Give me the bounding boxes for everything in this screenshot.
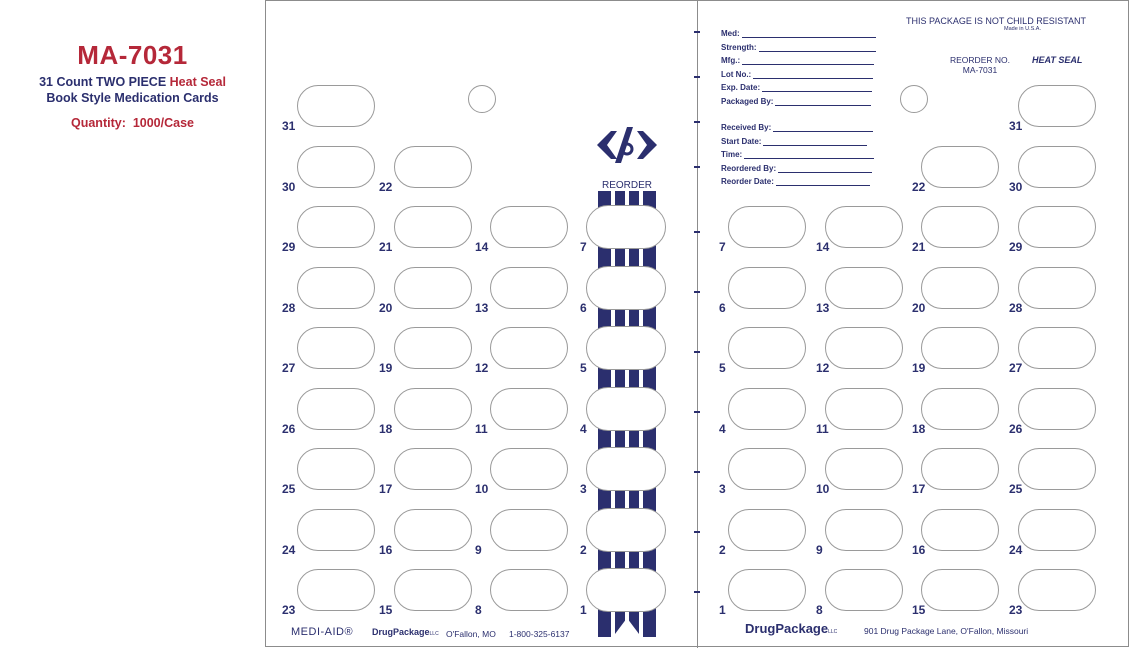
blister-bubble <box>297 85 375 127</box>
blister-bubble <box>394 206 472 248</box>
dose-number: 20 <box>912 301 926 315</box>
drugpackage-logo: DrugPackageLLC <box>745 621 838 636</box>
blister-bubble <box>490 388 568 430</box>
field-packaged-by: Packaged By: <box>721 97 871 106</box>
blister-bubble <box>921 569 999 611</box>
blister-bubble <box>921 267 999 309</box>
blister-bubble <box>490 206 568 248</box>
blister-bubble <box>297 569 375 611</box>
blister-bubble <box>1018 206 1096 248</box>
dose-number: 17 <box>912 482 926 496</box>
blister-bubble <box>1018 448 1096 490</box>
dose-number: 13 <box>816 301 830 315</box>
dose-number: 10 <box>475 482 489 496</box>
dose-number: 12 <box>475 361 489 375</box>
dose-number: 20 <box>379 301 393 315</box>
blister-bubble <box>394 267 472 309</box>
blister-bubble <box>1018 327 1096 369</box>
dose-number: 3 <box>719 482 726 496</box>
dose-number: 27 <box>1009 361 1023 375</box>
blister-bubble <box>825 448 903 490</box>
field-reordered-by: Reordered By: <box>721 164 872 173</box>
blister-bubble <box>825 569 903 611</box>
dose-number: 18 <box>379 422 393 436</box>
perforation-tick <box>694 31 700 33</box>
hanger-hole <box>468 85 496 113</box>
dose-number: 11 <box>816 422 829 436</box>
dose-number: 27 <box>282 361 296 375</box>
blister-bubble <box>490 448 568 490</box>
dose-number: 28 <box>1009 301 1023 315</box>
blister-bubble <box>921 388 999 430</box>
blister-bubble <box>728 267 806 309</box>
dose-number: 24 <box>282 543 296 557</box>
blister-bubble <box>586 508 666 552</box>
dose-number: 4 <box>719 422 726 436</box>
perforation-tick <box>694 531 700 533</box>
product-line-1-prefix: 31 Count TWO PIECE <box>39 75 167 89</box>
perforation-tick <box>694 121 700 123</box>
dose-number: 19 <box>379 361 393 375</box>
quantity-label: Quantity: <box>71 116 126 130</box>
dose-number: 28 <box>282 301 296 315</box>
dose-number: 11 <box>475 422 488 436</box>
blister-bubble <box>921 448 999 490</box>
perforation-tick <box>694 471 700 473</box>
quantity <box>0 116 265 130</box>
dose-number: 8 <box>475 603 482 617</box>
product-line-2: Book Style Medication Cards <box>46 91 219 105</box>
dose-number: 3 <box>580 482 587 496</box>
blister-bubble <box>586 266 666 310</box>
blister-bubble <box>586 568 666 612</box>
field-start-date: Start Date: <box>721 137 867 146</box>
dose-number: 15 <box>379 603 393 617</box>
product-info <box>0 36 265 130</box>
blister-bubble <box>586 387 666 431</box>
blister-bubble <box>825 267 903 309</box>
blister-bubble <box>490 327 568 369</box>
dose-number: 2 <box>719 543 726 557</box>
blister-bubble <box>728 388 806 430</box>
blister-bubble <box>1018 267 1096 309</box>
dose-number: 30 <box>1009 180 1023 194</box>
blister-bubble <box>394 448 472 490</box>
dose-number: 18 <box>912 422 926 436</box>
dose-number: 25 <box>1009 482 1023 496</box>
blister-bubble <box>728 206 806 248</box>
dose-number: 26 <box>1009 422 1023 436</box>
blister-bubble <box>586 447 666 491</box>
dose-number: 15 <box>912 603 926 617</box>
blister-bubble <box>394 146 472 188</box>
dose-number: 25 <box>282 482 296 496</box>
blister-bubble <box>297 327 375 369</box>
dose-number: 9 <box>816 543 823 557</box>
perforation-tick <box>694 411 700 413</box>
dose-number: 31 <box>282 119 296 133</box>
blister-bubble <box>728 509 806 551</box>
dose-number: 12 <box>816 361 830 375</box>
dose-number: 17 <box>379 482 393 496</box>
field-received-by: Received By: <box>721 123 873 132</box>
dose-number: 14 <box>475 240 489 254</box>
quantity-value: 1000/Case <box>132 116 194 130</box>
dose-number: 10 <box>816 482 830 496</box>
blister-bubble <box>297 146 375 188</box>
dose-number: 6 <box>580 301 587 315</box>
dose-number: 5 <box>580 361 587 375</box>
blister-bubble <box>1018 85 1096 127</box>
blister-bubble <box>490 569 568 611</box>
dose-number: 1 <box>580 603 587 617</box>
dose-number: 29 <box>1009 240 1023 254</box>
dose-number: 5 <box>719 361 726 375</box>
blister-bubble <box>921 206 999 248</box>
dose-number: 21 <box>379 240 393 254</box>
heat-seal-logo: HEAT SEAL <box>1032 55 1083 65</box>
dose-number: 22 <box>912 180 926 194</box>
blister-bubble <box>921 509 999 551</box>
medication-card <box>265 0 1129 647</box>
dose-number: 30 <box>282 180 296 194</box>
field-time: Time: <box>721 150 874 159</box>
product-line-1 <box>0 74 265 90</box>
heat-seal-highlight: Heat Seal <box>169 75 226 89</box>
blister-bubble <box>728 569 806 611</box>
dose-number: 8 <box>816 603 823 617</box>
field-reorder-date: Reorder Date: <box>721 177 870 186</box>
product-code: MA-7031 <box>77 40 188 70</box>
medi-aid-logo: MEDI-AID® <box>291 626 354 638</box>
blister-bubble <box>1018 388 1096 430</box>
reorder-badge: REORDER <box>601 180 652 191</box>
footer-address: 901 Drug Package Lane, O'Fallon, Missouri <box>864 626 1029 636</box>
blister-bubble <box>297 448 375 490</box>
perforation-tick <box>694 291 700 293</box>
field-exp-date: Exp. Date: <box>721 83 872 92</box>
dose-number: 2 <box>580 543 587 557</box>
blister-bubble <box>394 569 472 611</box>
dose-number: 29 <box>282 240 296 254</box>
dose-number: 1 <box>719 603 726 617</box>
blister-bubble <box>586 205 666 249</box>
perforation-tick <box>694 351 700 353</box>
blister-bubble <box>728 327 806 369</box>
perforation-tick <box>694 166 700 168</box>
dose-number: 23 <box>1009 603 1023 617</box>
blister-bubble <box>297 509 375 551</box>
footer-location: O'Fallon, MO <box>446 629 496 639</box>
child-resistant-warning: THIS PACKAGE IS NOT CHILD RESISTANT <box>906 16 1087 26</box>
dose-number: 16 <box>912 543 926 557</box>
blister-bubble <box>1018 146 1096 188</box>
drugpackage-logo-small: DrugPackageLLC <box>372 627 439 637</box>
dose-number: 16 <box>379 543 393 557</box>
dose-number: 7 <box>580 240 587 254</box>
blister-bubble <box>825 388 903 430</box>
dose-number: 22 <box>379 180 393 194</box>
blister-bubble <box>490 267 568 309</box>
footer-phone: 1-800-325-6137 <box>509 629 570 639</box>
dp-logo-icon <box>597 125 657 165</box>
perforation-tick <box>694 231 700 233</box>
fold-line <box>697 1 698 648</box>
blister-bubble <box>1018 569 1096 611</box>
dose-number: 23 <box>282 603 296 617</box>
reorder-number-label: REORDER NO. <box>950 55 1010 65</box>
hanger-hole <box>900 85 928 113</box>
blister-bubble <box>586 326 666 370</box>
blister-bubble <box>1018 509 1096 551</box>
dose-number: 21 <box>912 240 926 254</box>
blister-bubble <box>490 509 568 551</box>
blister-bubble <box>825 206 903 248</box>
blister-bubble <box>825 509 903 551</box>
perforation-tick <box>694 591 700 593</box>
field-med: Med: <box>721 29 876 38</box>
dose-number: 9 <box>475 543 482 557</box>
field-strength: Strength: <box>721 43 876 52</box>
dose-number: 24 <box>1009 543 1023 557</box>
dose-number: 26 <box>282 422 296 436</box>
made-in-usa: Made in U.S.A. <box>1004 26 1041 32</box>
ribbon-notch <box>612 618 642 638</box>
blister-bubble <box>394 327 472 369</box>
blister-bubble <box>297 388 375 430</box>
perforation-tick <box>694 76 700 78</box>
dose-number: 4 <box>580 422 587 436</box>
blister-bubble <box>394 388 472 430</box>
dose-number: 7 <box>719 240 726 254</box>
field-mfg: Mfg.: <box>721 56 874 65</box>
reorder-number <box>950 55 1010 75</box>
blister-bubble <box>297 267 375 309</box>
blister-bubble <box>394 509 472 551</box>
dose-number: 19 <box>912 361 926 375</box>
blister-bubble <box>297 206 375 248</box>
blister-bubble <box>825 327 903 369</box>
blister-bubble <box>728 448 806 490</box>
dose-number: 14 <box>816 240 830 254</box>
dose-number: 13 <box>475 301 489 315</box>
reorder-number-value: MA-7031 <box>962 65 998 75</box>
blister-bubble <box>921 327 999 369</box>
dose-number: 31 <box>1009 119 1023 133</box>
dose-number: 6 <box>719 301 726 315</box>
blister-bubble <box>921 146 999 188</box>
field-lot: Lot No.: <box>721 70 873 79</box>
